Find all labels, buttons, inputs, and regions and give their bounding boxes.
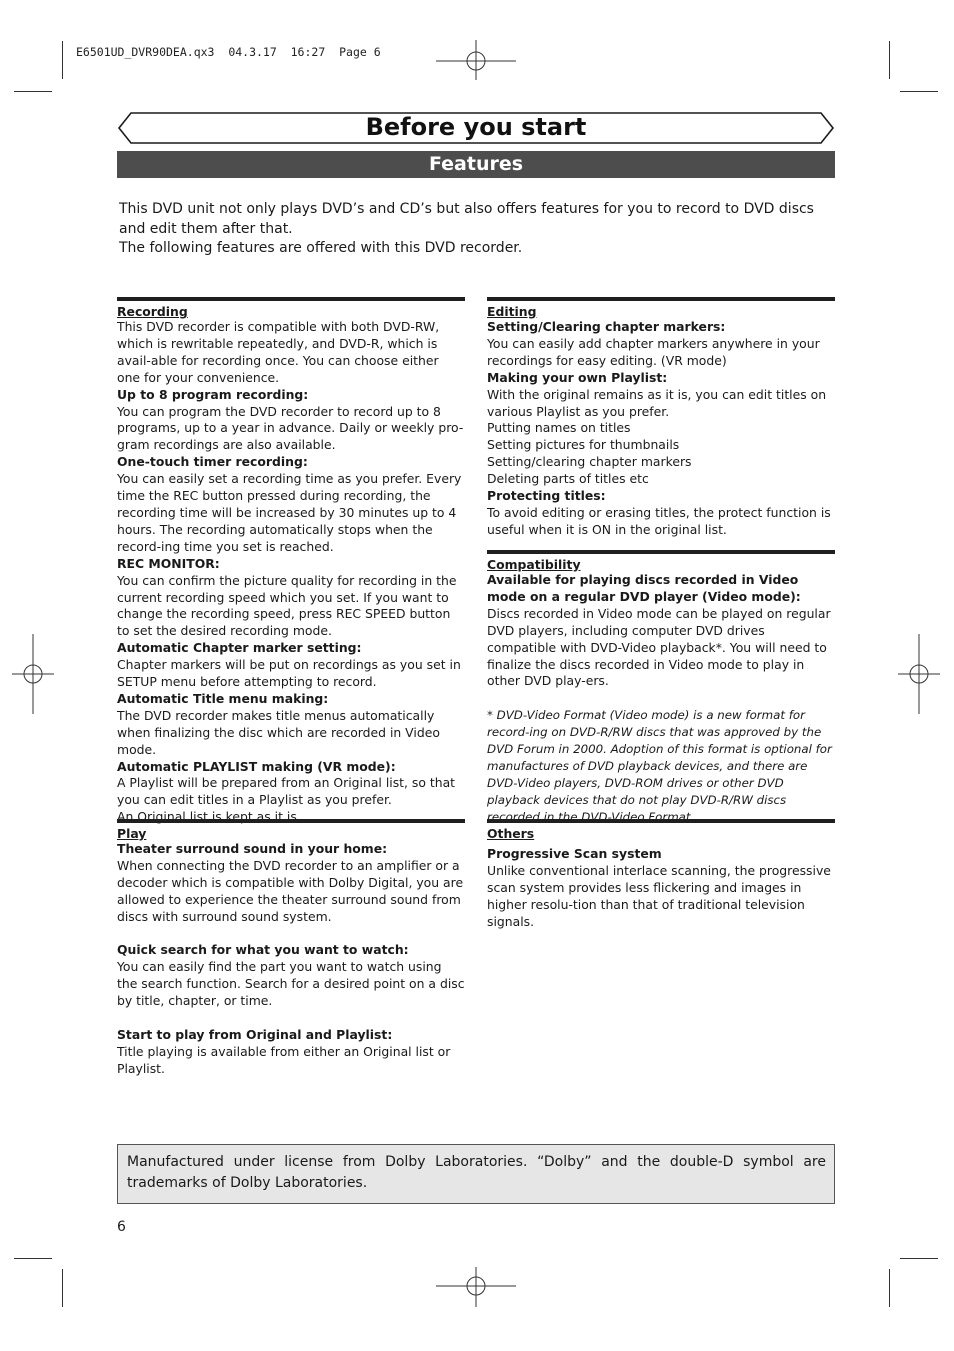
- paragraph: When connecting the DVD recorder to an amplifier or a decoder which is compatible with Dolby Digital, you are allowed to experience the theater surround sound from discs with surround sound system.: [117, 857, 464, 924]
- list-item: Setting pictures for thumbnails: [487, 437, 680, 453]
- feature-heading: Quick search for what you want to watch:: [117, 942, 409, 958]
- feature-heading: Automatic PLAYLIST making (VR mode):: [117, 758, 396, 774]
- section-heading: Features: [117, 151, 835, 178]
- section-title: Play: [117, 826, 147, 841]
- paragraph: Discs recorded in Video mode can be played on regular DVD players, including computer DVD drives compatible with DVD-Video playback*. You will need to finalize the discs recorded in Video mode to play in other DVD play-ers.: [487, 605, 831, 689]
- crop-mark: [62, 41, 63, 79]
- feature-heading: Start to play from Original and Playlist:: [117, 1026, 393, 1042]
- page-number: 6: [117, 1219, 126, 1235]
- section-title: Editing: [487, 304, 537, 319]
- paragraph: This DVD recorder is compatible with both DVD-RW, which is rewritable repeatedly, and DVD-R, which is avail-able for recording once. You can choose either one for your convenience.: [117, 319, 440, 385]
- crop-mark: [62, 1269, 63, 1307]
- list-item: Deleting parts of titles etc: [487, 471, 649, 487]
- notice-text: Manufactured under license from Dolby Laboratories. “Dolby” and the double-D symbol are trademarks of Dolby Laboratories.: [127, 1154, 826, 1191]
- editing-section: [487, 297, 835, 539]
- feature-heading: Available for playing discs recorded in Video mode on a regular DVD player (Video mode):: [487, 572, 801, 604]
- intro-paragraph: The following features are offered with this DVD recorder.: [119, 240, 523, 256]
- paragraph: With the original remains as it is, you can edit titles on various Playlist as you prefer.: [487, 386, 827, 419]
- crop-mark: [14, 1258, 52, 1259]
- registration-mark-left: [12, 634, 54, 714]
- paragraph: The DVD recorder makes title menus automatically when finalizing the disc which are recorded in Video mode.: [117, 707, 440, 757]
- feature-heading: Progressive Scan system: [487, 846, 662, 861]
- section-title: Compatibility: [487, 557, 581, 572]
- paragraph: An Original list is kept as it is.: [117, 809, 301, 825]
- play-section: [117, 819, 465, 1078]
- paragraph: You can easily set a recording time as you prefer. Every time the REC button pressed during recording, the recording time will be increased by 30 minutes up to 4 hours. The recording automatically stops when the record-ing time you set is reached.: [117, 471, 462, 554]
- intro-text: [119, 200, 835, 259]
- paragraph: You can program the DVD recorder to record up to 8 programs, up to a year in advance. Daily or weekly pro-gram recordings are also available.: [117, 403, 464, 453]
- list-item: Putting names on titles: [487, 420, 631, 436]
- crop-mark: [14, 91, 52, 92]
- compatibility-section: [487, 550, 835, 826]
- trademark-notice: [117, 1144, 835, 1204]
- feature-heading: Up to 8 program recording:: [117, 386, 309, 402]
- footnote: * DVD-Video Format (Video mode) is a new format for record-ing on DVD-R/RW discs that was approved by the DVD Forum in 2000. Adoption of this format is optional for manufactures of DVD playback devices, and there are DVD-Video players, DVD-ROM drives or other DVD playback devices that do not play DVD-R/RW discs recorded in the DVD-Video Format.: [487, 708, 832, 824]
- paragraph: You can easily add chapter markers anywhere in your recordings for easy editing. (VR mode): [487, 335, 820, 368]
- page-title: Before you start: [365, 113, 587, 141]
- crop-mark: [900, 1258, 938, 1259]
- recording-section: [117, 297, 465, 826]
- feature-heading: Theater surround sound in your home:: [117, 841, 388, 856]
- feature-heading: Setting/Clearing chapter markers:: [487, 319, 726, 334]
- paragraph: A Playlist will be prepared from an Original list, so that you can edit titles in a Playlist as you prefer.: [117, 775, 456, 808]
- section-title: Others: [487, 826, 535, 841]
- registration-mark-top: [436, 40, 516, 80]
- crop-mark: [889, 1269, 890, 1307]
- paragraph: You can confirm the picture quality for recording in the current recording speed which you set. If you want to change the recording speed, press REC SPEED button to set the desired recording mode.: [117, 572, 457, 639]
- paragraph: You can easily find the part you want to watch using the search function. Search for a desired point on a disc by title, chapter, or time.: [117, 959, 465, 1009]
- paragraph: Unlike conventional interlace scanning, the progressive scan system provides less flickering and images in higher resolu-tion than that of traditional television signals.: [487, 862, 831, 929]
- feature-heading: REC MONITOR:: [117, 555, 220, 571]
- crop-mark: [900, 91, 938, 92]
- paragraph: Chapter markers will be put on recordings as you set in SETUP menu before attempting to record.: [117, 657, 461, 690]
- section-title: Recording: [117, 304, 188, 319]
- feature-heading: Automatic Title menu making:: [117, 690, 329, 706]
- paragraph: Title playing is available from either an Original list or Playlist.: [117, 1043, 451, 1076]
- others-section: [487, 819, 835, 931]
- feature-heading: One-touch timer recording:: [117, 454, 308, 470]
- crop-mark: [889, 41, 890, 79]
- registration-mark-bottom: [436, 1267, 516, 1307]
- printer-slug: E6501UD_DVR90DEA.qx3 04.3.17 16:27 Page 6: [76, 45, 381, 59]
- list-item: Setting/clearing chapter markers: [487, 454, 692, 470]
- paragraph: To avoid editing or erasing titles, the protect function is useful when it is ON in the original list.: [487, 504, 831, 537]
- feature-heading: Protecting titles:: [487, 488, 606, 504]
- feature-heading: Making your own Playlist:: [487, 369, 668, 385]
- intro-paragraph: This DVD unit not only plays DVD’s and CD’s but also offers features for you to record to DVD discs and edit them after that.: [119, 201, 814, 237]
- feature-heading: Automatic Chapter marker setting:: [117, 640, 362, 656]
- title-banner: [117, 112, 835, 144]
- registration-mark-right: [898, 634, 940, 714]
